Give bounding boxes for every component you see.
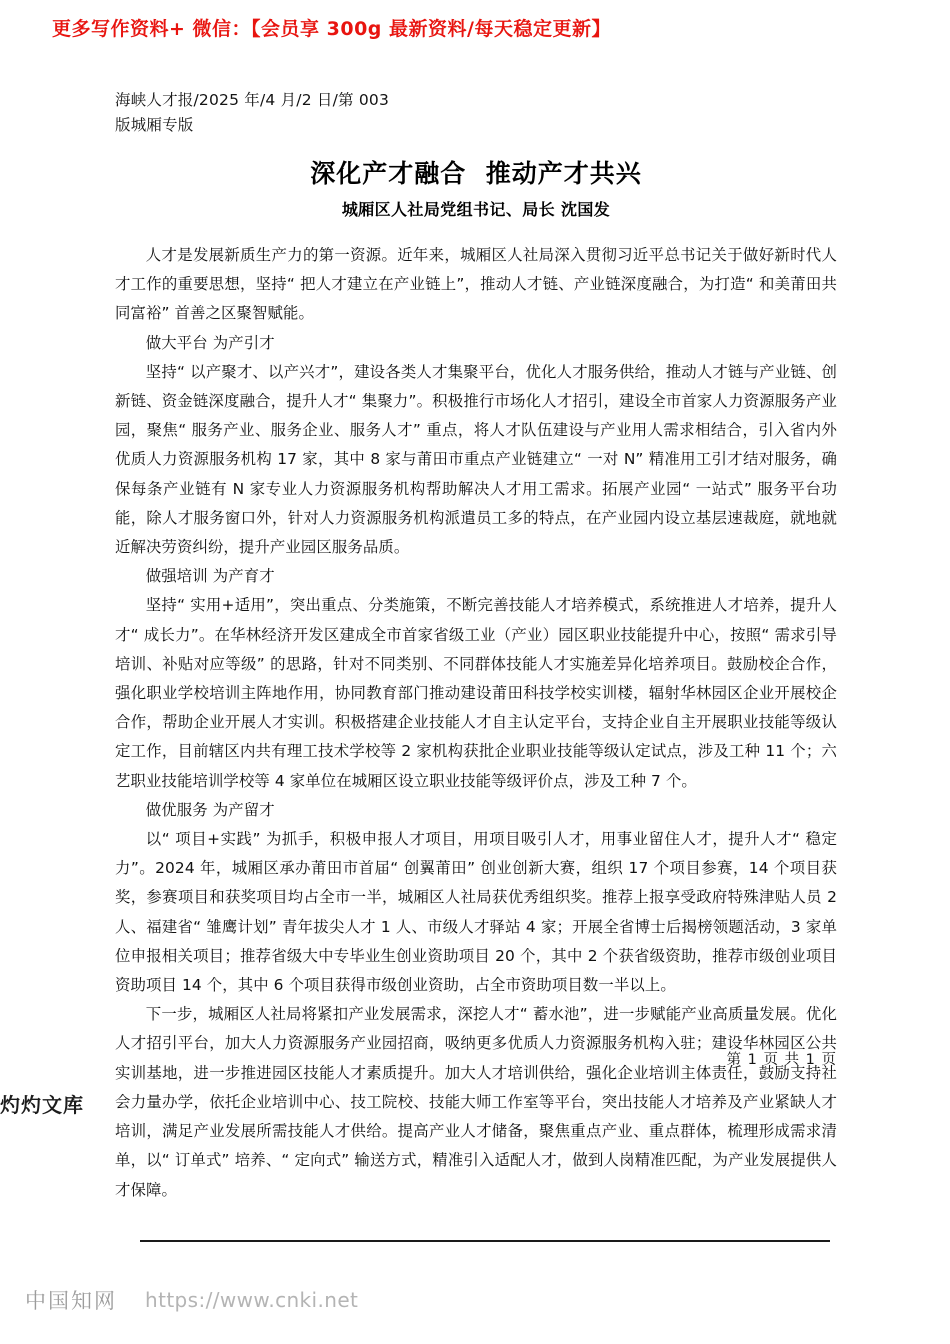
masthead bbox=[115, 88, 837, 138]
section-heading: 做优服务 为产留才 bbox=[145, 800, 275, 819]
library-watermark: 灼灼文库 bbox=[0, 1093, 84, 1117]
paragraph: 坚持“ 实用+适用”，突出重点、分类施策，不断完善技能人才培养模式，系统推进人才培养，提升人才“ 成长力”。在华林经济开发区建成全市首家省级工业（产业）园区职业技能提升中心，按照“ 需求引导培训、补贴对应等级” 的思路，针对不同类别、不同群体技能人才实施差异化培养项目。鼓励校企合作，强化职业学校培训主阵地作用，协同教育部门推动建设莆田科技学校实训楼，辐射华林园区企业开展校企合作，帮助企业开展人才实训。积极搭建企业技能人才自主认定平台，支持企业自主开展职业技能等级认定工作，目前辖区内共有理工技术学校等 2 家机构获批企业职业技能等级认定试点，涉及工种 11 个；六艺职业技能培训学校等 4 家单位在城厢区设立职业技能等级评价点，涉及工种 7 个。 bbox=[115, 596, 837, 790]
paragraph: 坚持“ 以产聚才、以产兴才”，建设各类人才集聚平台，优化人才服务供给，推动人才链与产业链、创新链、资金链深度融合，提升人才“ 集聚力”。积极推行市场化人才招引，建设全市首家人力资源服务产业园，聚焦“ 服务产业、服务企业、服务人才” 重点，将人才队伍建设与产业用人需求相结合，引入省内外优质人力资源服务机构 17 家，其中 8 家与莆田市重点产业链建立“ 一对 N” 精准用工引才结对服务，确保每条产业链有 N 家专业人力资源服务机构帮助解决人才用工需求。拓展产业园“ 一站式” 服务平台功能，除人才服务窗口外，针对人力资源服务机构派遣员工多的特点，在产业园内设立基层速裁庭，就地就近解决劳资纠纷，提升产业园区服务品质。 bbox=[115, 362, 837, 557]
cnki-footer bbox=[25, 1285, 358, 1315]
promo-banner-text: 更多写作资料+ 微信：【会员享 300g 最新资料/每天稳定更新】 bbox=[52, 18, 611, 40]
section-heading: 做大平台 为产引才 bbox=[145, 333, 275, 352]
document-content-column bbox=[115, 88, 837, 1205]
paragraph: 下一步，城厢区人社局将紧扣产业发展需求，深挖人才“ 蓄水池”，进一步赋能产业高质量发展。优化人才招引平台，加大人力资源服务产业园招商，吸纳更多优质人力资源服务机构入驻；建设华林园区公共实训基地，进一步推进园区技能人才素质提升。加大人才培训供给，强化企业培训主体责任，鼓励支持社会力量办学，依托企业培训中心、技工院校、技能大师工作室等平台，突出技能人才培养及产业紧缺人才培训，满足产业发展所需技能人才供给。提高产业人才储备，聚焦重点产业、重点群体，梳理形成需求清单，以“ 订单式” 培养、“ 定向式” 输送方式，精准引入适配人才，做到人岗精准匹配，为产业发展提供人才保障。 bbox=[115, 1005, 837, 1199]
paragraph: 以“ 项目+实践” 为抓手，积极申报人才项目，用项目吸引人才，用事业留住人才，提升人才“ 稳定力”。2024 年，城厢区承办莆田市首届“ 创翼莆田” 创业创新大赛，组织 17 个项目参赛，14 个项目获奖，参赛项目和获奖项目均占全市一半，城厢区人社局获优秀组织奖。推荐上报享受政府特殊津贴人员 2 人、福建省“ 雏鹰计划” 青年拔尖人才 1 人、市级人才驿站 4 家；开展全省博士后揭榜领题活动，3 家单位申报相关项目；推荐省级大中专毕业生创业资助项目 20 个，其中 2 个获省级资助，推荐市级创业项目资助项目 14 个，其中 6 个项目获得市级创业资助，占全市资助项目数一半以上。 bbox=[115, 830, 837, 995]
masthead-line-2: 版城厢专版 bbox=[115, 116, 194, 134]
footer-divider bbox=[140, 1240, 830, 1242]
page-title: 深化产才融合 推动产才共兴 bbox=[310, 159, 642, 188]
masthead-line-1: 海峡人才报/2025 年/4 月/2 日/第 003 bbox=[115, 91, 390, 109]
page-number-footer: 第 1 页 共 1 页 bbox=[726, 1052, 837, 1068]
cnki-logo-text: 中国知网 bbox=[25, 1289, 117, 1313]
cnki-url-text: https://www.cnki.net bbox=[145, 1288, 359, 1312]
article-byline: 城厢区人社局党组书记、局长 沈国发 bbox=[341, 200, 611, 219]
section-heading: 做强培训 为产育才 bbox=[145, 567, 275, 586]
paragraph: 人才是发展新质生产力的第一资源。近年来，城厢区人社局深入贯彻习近平总书记关于做好新时代人才工作的重要思想，坚持“ 把人才建立在产业链上”，推动人才链、产业链深度融合，为打造“ 和美莆田共同富裕” 首善之区聚智赋能。 bbox=[115, 246, 837, 323]
